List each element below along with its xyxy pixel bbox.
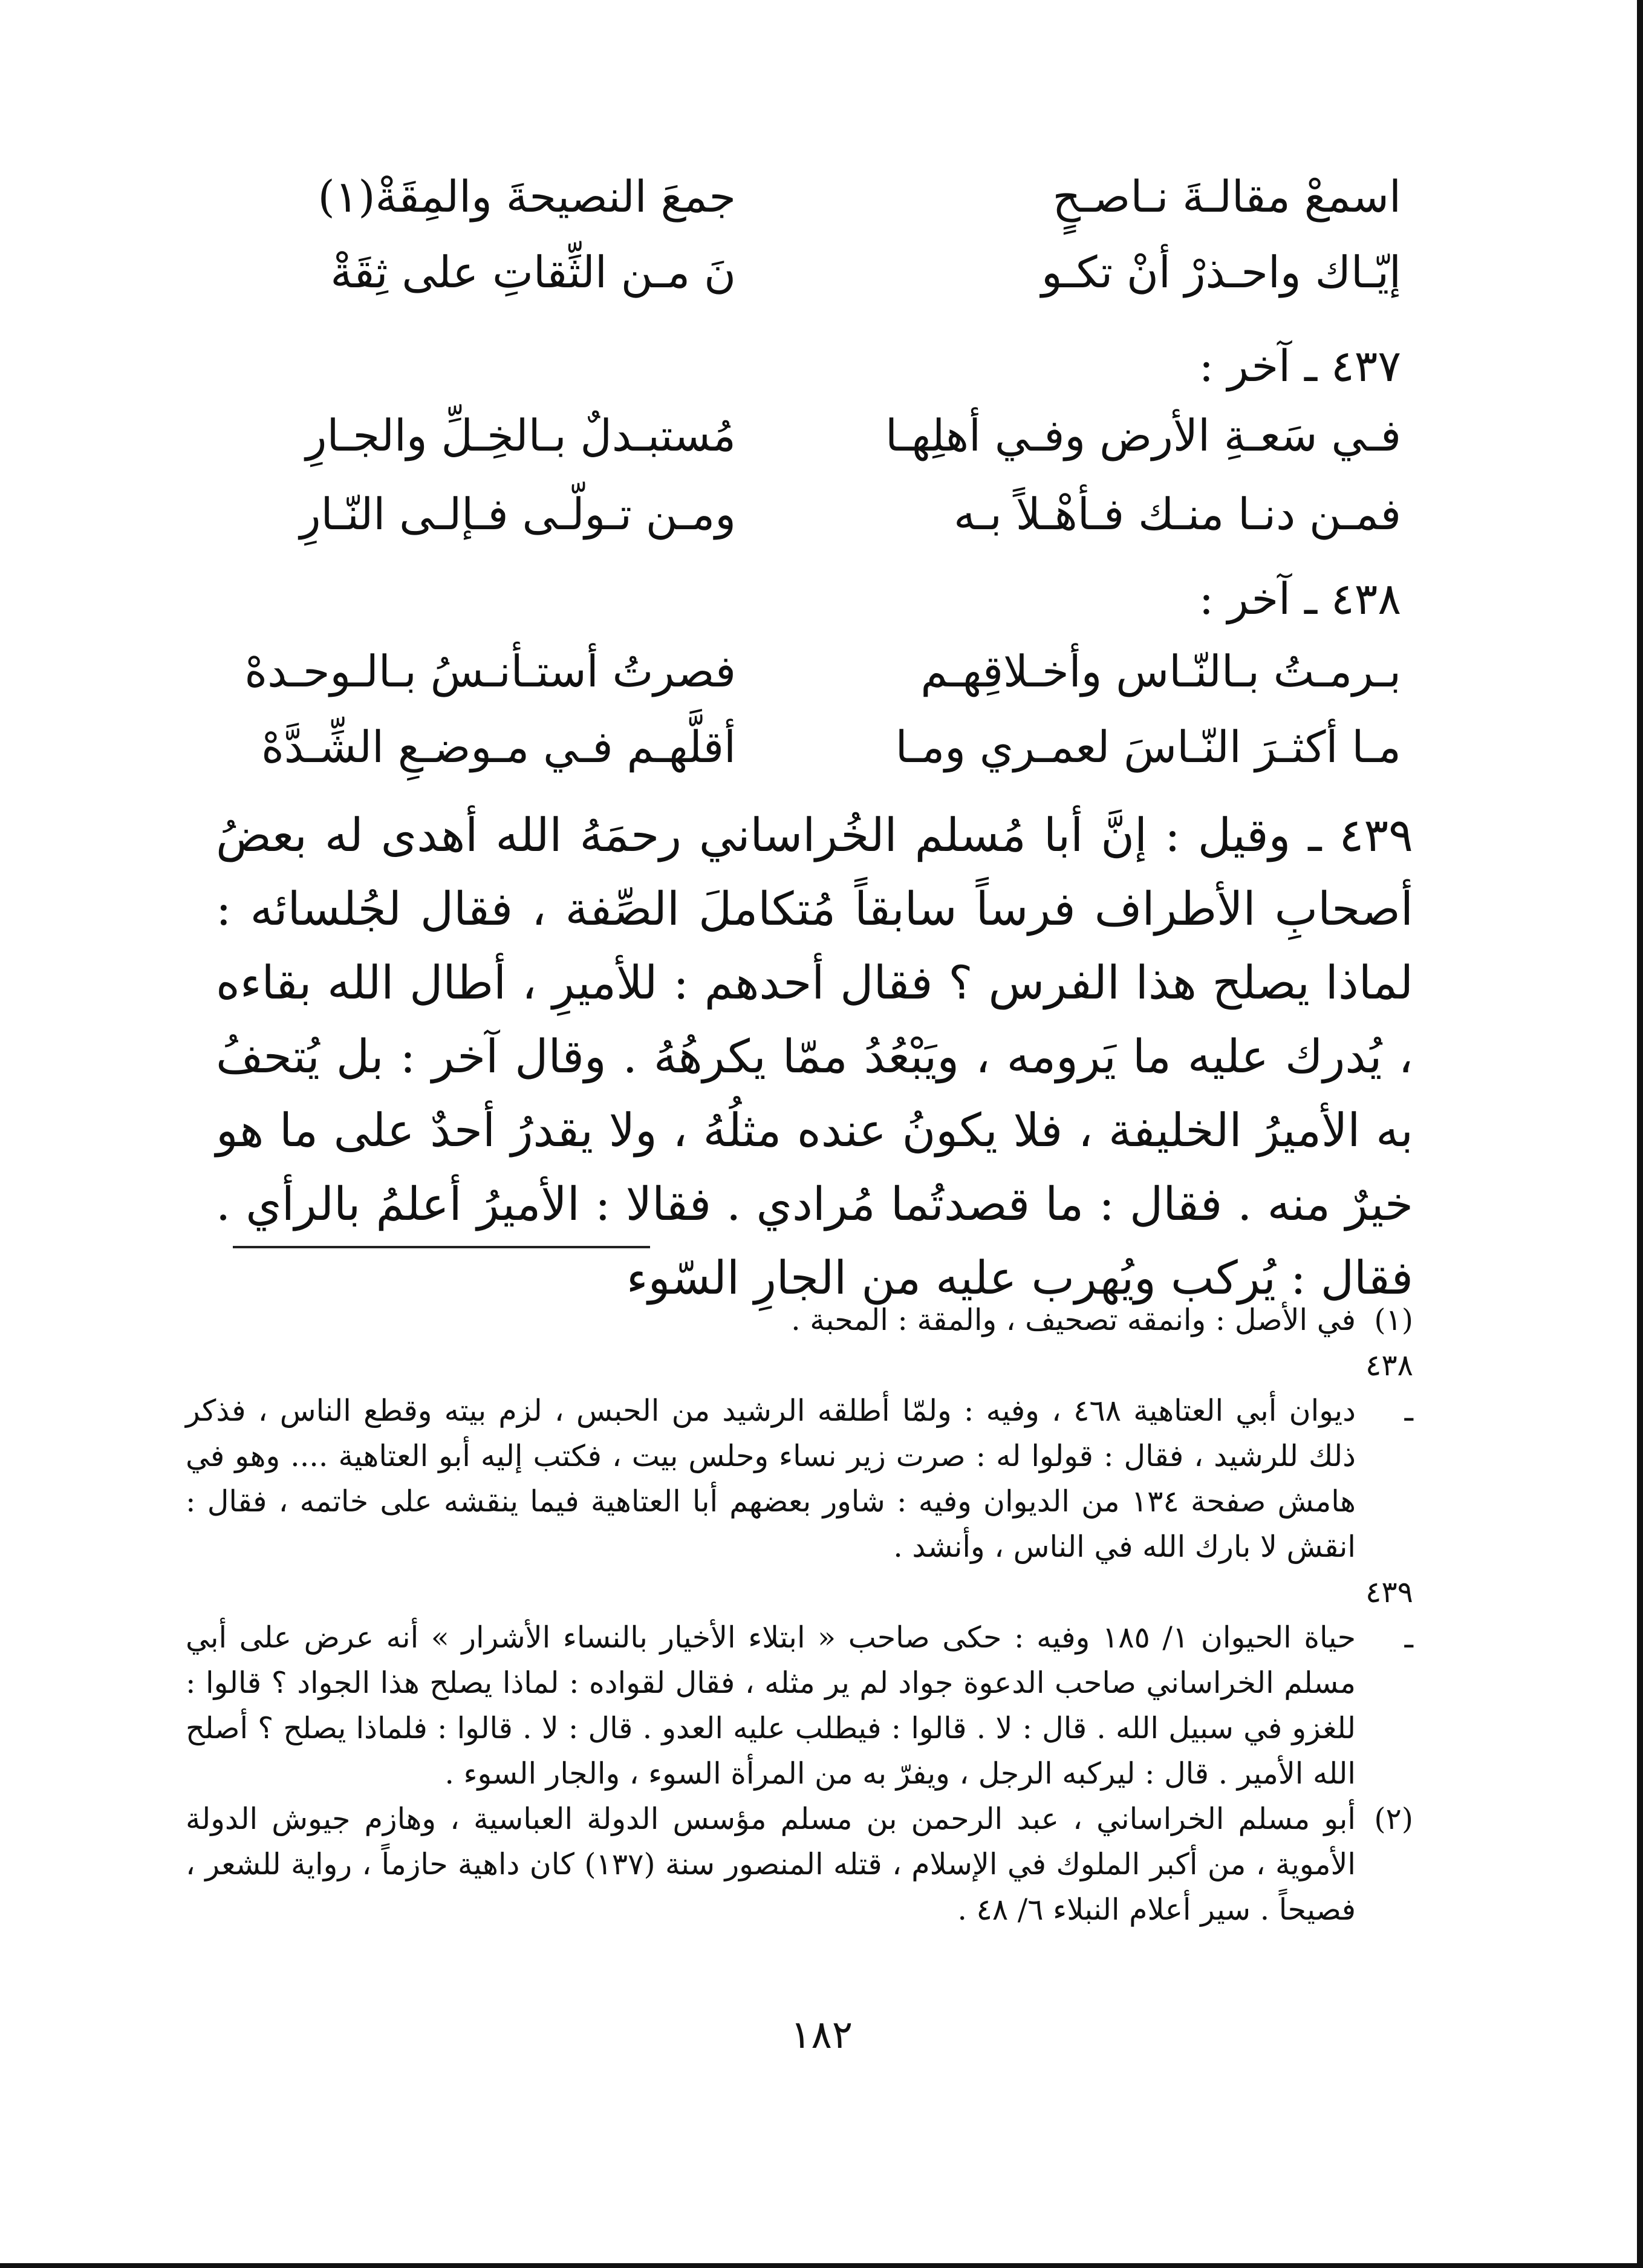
entry-heading-437: ٤٣٧ ـ آخر : xyxy=(1199,341,1401,391)
entry-heading-438: ٤٣٨ ـ آخر : xyxy=(1199,573,1401,624)
verse-second-hemistich: نَ مـن الثِّقاتِ على ثِقَةْ xyxy=(330,247,736,298)
footnote-mark: ٤٣٨ ـ xyxy=(1365,1348,1413,1428)
verse-second-hemistich: فصرتُ أستـأنـسُ بـالـوحـدهْ xyxy=(244,646,736,697)
footnote-text: حياة الحيوان ١/ ١٨٥ وفيه : حكى صاحب « ابتلاء الأخيار بالنساء الأشرار » أنه عرض على أبي مسلم الخراساني صاحب الدعوة جواد لم ير مثله ، فقال لقواده : لماذا يصلح هذا الجواد ؟ قالوا : للغزو في سبيل الله . قال : لا . قالوا : فيطلب عليه العدو . قال : لا . قالوا : فلماذا يصلح ؟ أصلح الله الأمير . قال : ليركبه الرجل ، ويفرّ به من المرأة السوء ، والجار السوء . xyxy=(186,1620,1356,1791)
verse-second-hemistich: ومـن تـولّـى فـإلـى النّـارِ xyxy=(299,489,736,539)
verse-first-hemistich: فمـن دنـا منـك فـأهْـلاً بـه xyxy=(954,489,1401,539)
verse-first-hemistich: فـي سَعـةِ الأرض وفـي أهلِهـا xyxy=(885,410,1401,461)
poem-verse xyxy=(0,638,1643,705)
verse-second-hemistich: أقلَّهـم فـي مـوضـعِ الشِّـدَّهْ xyxy=(261,722,736,772)
poem-verse xyxy=(0,402,1643,469)
poem-verse xyxy=(0,239,1643,305)
footnote-text: ديوان أبي العتاهية ٤٦٨ ، وفيه : ولمّا أطلقه الرشيد من الحبس ، لزم بيته وقطع الناس ، فذكر ذلك للرشيد ، فقال : قولوا له : صرت زير نساء وحلس بيت ، فكتب إليه أبو العتاهية .... وهو في هامش صفحة ١٣٤ من الديوان وفيه : شاور بعضهم أبا العتاهية فيما ينقشه على خاتمه ، فقال : انقش لا بارك الله في الناس ، وأنشد . xyxy=(186,1393,1356,1564)
footnotes xyxy=(186,1297,1413,1932)
verse-first-hemistich: مـا أكثـرَ النّـاسَ لعمـري ومـا xyxy=(895,722,1401,772)
footnote xyxy=(186,1343,1413,1569)
footnote xyxy=(186,1569,1413,1796)
footnote-mark: (٢) xyxy=(1374,1802,1413,1836)
verse-first-hemistich: بـرمـتُ بـالنّـاس وأخـلاقِهـم xyxy=(920,646,1401,697)
footnote-text: في الأصل : وانمقه تصحيف ، والمقة : المحبة . xyxy=(791,1303,1356,1337)
poem-verse xyxy=(0,481,1643,547)
footnote xyxy=(186,1796,1413,1932)
footnote-mark: ٤٣٩ ـ xyxy=(1365,1575,1414,1655)
footnote-text: أبو مسلم الخراساني ، عبد الرحمن بن مسلم مؤسس الدولة العباسية ، وهازم جيوش الدولة الأموية ، من أكبر الملوك في الإسلام ، قتله المنصور سنة (١٣٧) كان داهية حازماً ، رواية للشعر ، فصيحاً . سير أعلام النبلاء ٦/ ٤٨ . xyxy=(186,1802,1356,1927)
footnote-separator xyxy=(233,1246,650,1248)
poem-verse xyxy=(0,163,1643,230)
footnote xyxy=(186,1297,1413,1343)
verse-first-hemistich: إيّـاك واحـذرْ أنْ تكـو xyxy=(1041,247,1401,298)
scan-edge-bottom xyxy=(0,2263,1643,2268)
footnote-mark: (١) xyxy=(1374,1303,1413,1337)
poem-verse xyxy=(0,714,1643,780)
verse-second-hemistich: مُستبـدلٌ بـالخِـلِّ والجـارِ xyxy=(305,410,736,461)
page-number: ١٨٢ xyxy=(790,2013,853,2058)
verse-second-hemistich: جمعَ النصيحةَ والمِقَةْ(١) xyxy=(317,171,736,222)
scan-edge-right xyxy=(1637,0,1643,2268)
narrative-paragraph-439: ٤٣٩ ـ وقيل : إنَّ أبا مُسلم الخُراساني رحمَهُ الله أهدى له بعضُ أصحابِ الأطراف فرساً سابقاً مُتكاملَ الصِّفة ، فقال لجُلسائه : لماذا يصلح هذا الفرس ؟ فقال أحدهم : للأميرِ ، أطال الله بقاءه ، يُدرك عليه ما يَرومه ، ويَبْعُدُ ممّا يكرهُهُ . وقال آخر : بل يُتحفُ به الأميرُ الخليفة ، فلا يكونُ عنده مثلُهُ ، ولا يقدرُ أحدٌ على ما هو خيرٌ منه . فقال : ما قصدتُما مُرادي . فقالا : الأميرُ أعلمُ بالرأي . فقال : يُركب ويُهرب عليه من الجارِ السّوء xyxy=(216,808,1413,1305)
verse-first-hemistich: اسمعْ مقالـةَ نـاصـحٍ xyxy=(1052,171,1401,222)
